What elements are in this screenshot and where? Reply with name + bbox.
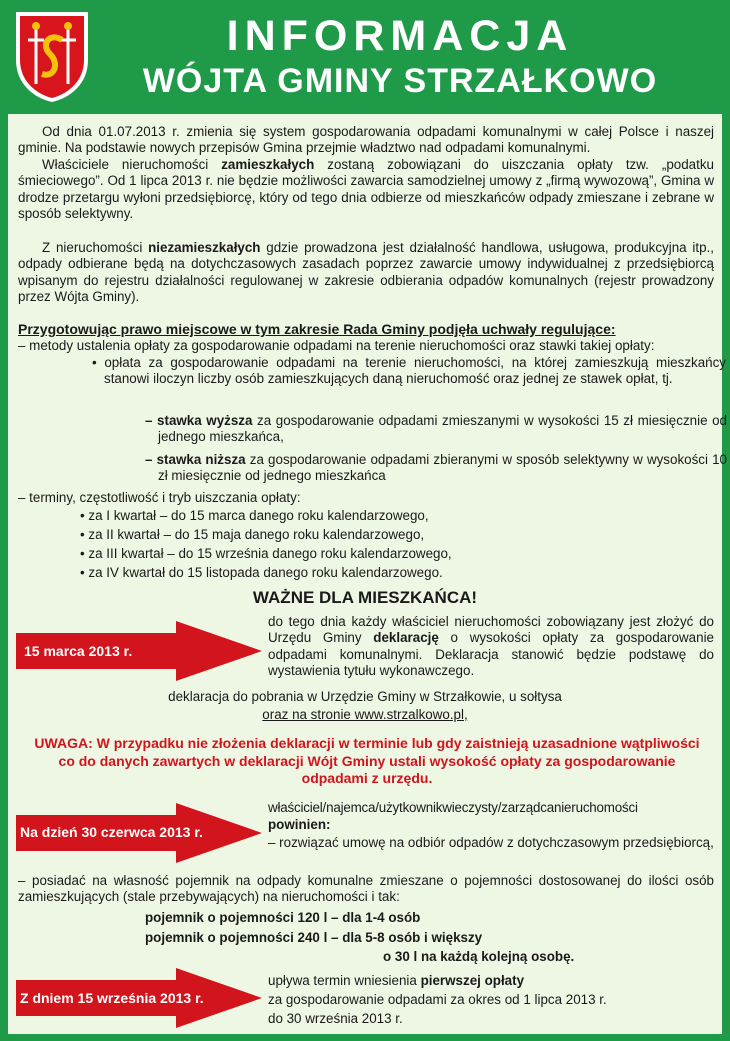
title-line-2: WÓJTA GMINY STRZAŁKOWO: [142, 62, 658, 100]
arrow-2-should: powinien:: [268, 817, 331, 832]
arrow-2-line-1: właściciel/najemca/użytkownikwieczysty/zarządcanieruchomości: [268, 800, 638, 815]
coat-of-arms-icon: [14, 10, 90, 104]
title-line-1: INFORMACJA: [226, 12, 574, 60]
arrow-3-line-3: do 30 września 2013 r.: [268, 1011, 403, 1026]
download-line-1: deklaracja do pobrania w Urzędzie Gminy w Strzałkowie, u sołtysa: [168, 689, 562, 704]
quarter-1: • za I kwartał – do 15 marca danego roku kalendarzowego,: [80, 508, 429, 523]
quarter-4: • za IV kwartał do 15 listopada danego roku kalendarzowego.: [80, 565, 443, 580]
arrow-3-label: Z dniem 15 września 2013 r.: [20, 990, 204, 1006]
important-heading: WAŻNE DLA MIESZKAŃCA!: [252, 588, 478, 607]
regulations-item-1: – metody ustalenia opłaty za gospodarowanie odpadami na terenie nieruchomości oraz stawki takiej opłaty:: [18, 338, 655, 353]
rate-low: – stawka niższa za gospodarowanie odpadami zbieranymi w sposób selektywny w wysokości 10 zł miesięcznie od jednego mieszkańca: [145, 452, 727, 484]
regulations-heading: Przygotowując prawo miejscowe w tym zakresie Rada Gminy podjęła uchwały regulujące:: [18, 321, 616, 337]
container-extra: o 30 l na każdą kolejną osobę.: [383, 949, 575, 964]
rate-high: – stawka wyższa za gospodarowanie odpadami zmieszanymi w wysokości 15 zł miesięcznie od jednego mieszkańca,: [145, 413, 727, 445]
download-line-2: oraz na stronie www.strzalkowo.pl,: [262, 707, 468, 722]
arrow-1-label: 15 marca 2013 r.: [24, 643, 133, 659]
intro-paragraph-3: Z nieruchomości niezamieszkałych gdzie prowadzona jest działalność handlowa, usługowa, produkcyjna itp., odpady odbierane będą na dotychczasowych zasadach poprzez zawarcie umowy indywidualnej z przedsiębiorcą wpisanym do rejestru działalności regulowanej w zakresie odbierania odpadów komunalnych (rejestr prowadzony przez Wójta Gminy).: [18, 240, 714, 304]
arrow-3-line-2: za gospodarowanie odpadami za okres od 1 lipca 2013 r.: [268, 992, 607, 1007]
arrow-3-line-1: upływa termin wniesienia pierwszej opłaty: [268, 973, 525, 988]
container-text: – posiadać na własność pojemnik na odpady komunalne zmieszane o pojemności dostosowanej do ilości osób zamieszkujących (stale przebywających) na nieruchomości i tak:: [18, 873, 714, 905]
container-240: pojemnik o pojemności 240 l – dla 5-8 osób i większy: [145, 930, 483, 945]
quarter-3: • za III kwartał – do 15 września danego roku kalendarzowego,: [80, 546, 452, 561]
quarter-2: • za II kwartał – do 15 maja danego roku kalendarzowego,: [80, 527, 425, 542]
regulations-item-2: – terminy, częstotliwość i tryb uiszczania opłaty:: [18, 490, 301, 505]
arrow-2-label: Na dzień 30 czerwca 2013 r.: [20, 824, 203, 840]
intro-paragraph-2: Właściciele nieruchomości zamieszkałych zostaną zobowiązani do uiszczania opłaty tzw. „podatku śmieciowego”. Od 1 lipca 2013 r. nie będzie możliwości zawarcia samodzielnej umowy z „firmą wywozową”, Gmina w drodze przetargu wyłoni przedsiębiorcę, który od tego dnia odbierze od mieszkańców odpady zmieszane i zebrane w sposób selektywny.: [18, 157, 714, 221]
arrow-2-dash: – rozwiązać umowę na odbiór odpadów z dotychczasowym przedsiębiorcą,: [268, 835, 714, 850]
intro-paragraph-1: Od dnia 01.07.2013 r. zmienia się system gospodarowania odpadami komunalnymi w całej Polsce i naszej gminie. Na podstawie nowych przepisów Gmina przejmie władztwo nad odpadami komunalnymi.: [18, 124, 714, 156]
container-120: pojemnik o pojemności 120 l – dla 1-4 osób: [145, 910, 421, 925]
warning-text: UWAGA: W przypadku nie złożenia deklaracji w terminie lub gdy zaistnieją uzasadnione wątpliwości co do danych zawartych w deklaracji Wójt Gminy ustali wysokość opłaty za gospodarowanie odpadami z urzędu.: [34, 735, 700, 786]
arrow-1-text: do tego dnia każdy właściciel nieruchomości zobowiązany jest złożyć do Urzędu Gminy deklarację o wysokości opłaty za gospodarowanie odpadami komunalnymi. Deklaracja stanowić będzie podstawę do wystawienia tytułu wykonawczego.: [268, 614, 715, 678]
regulations-bullet-1: • opłata za gospodarowanie odpadami na terenie nieruchomości, na której zamieszkują mieszkańcy stanowi iloczyn liczby osób zamieszkujących daną nieruchomość oraz jednej ze stawek opłat, tj.: [92, 355, 726, 387]
